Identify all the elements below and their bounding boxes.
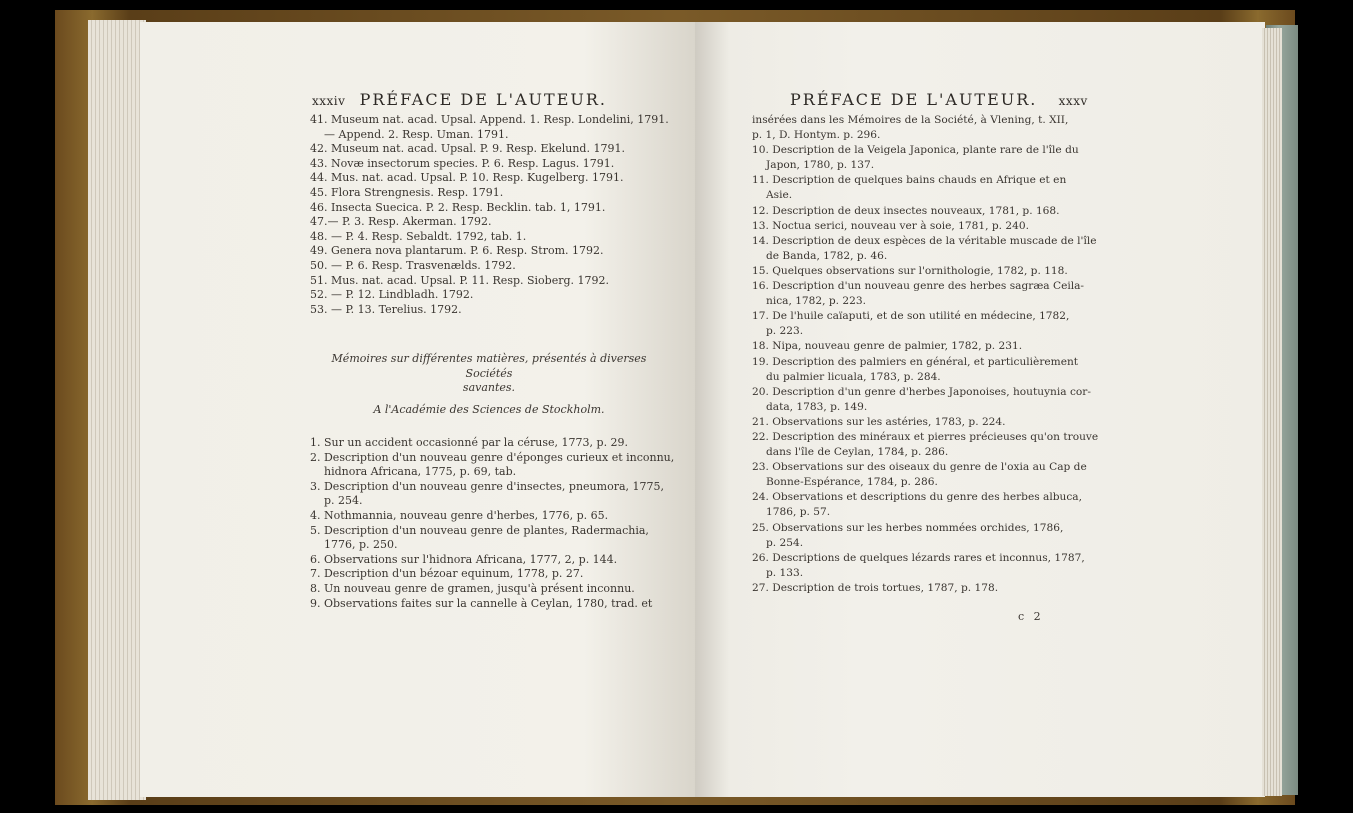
list-item: 52. — P. 12. Lindbladh. 1792. bbox=[310, 288, 474, 302]
right-page-header bbox=[790, 90, 1088, 109]
left-list-a bbox=[310, 113, 690, 317]
list-item: p. 133. bbox=[766, 566, 804, 579]
list-item: p. 254. bbox=[766, 536, 804, 549]
list-item: Asie. bbox=[766, 189, 793, 202]
list-item: 48. — P. 4. Resp. Sebaldt. 1792, tab. 1. bbox=[310, 229, 527, 243]
right-header-title: PRÉFACE DE L'AUTEUR. bbox=[790, 90, 1038, 109]
list-item: — Append. 2. Resp. Uman. 1791. bbox=[324, 127, 509, 141]
list-item: 7. Description d'un bézoar equinum, 1778, p. 27. bbox=[310, 567, 584, 581]
list-item: 53. — P. 13. Terelius. 1792. bbox=[310, 302, 462, 316]
list-item: Bonne-Espérance, 1784, p. 286. bbox=[766, 476, 938, 489]
list-item: p. 1, D. Hontym. p. 296. bbox=[752, 129, 881, 142]
list-item: 11. Description de quelques bains chauds en Afrique et en bbox=[752, 174, 1067, 187]
page-edges-right bbox=[1262, 28, 1282, 796]
list-item: 10. Description de la Veigela Japonica, plante rare de l'île du bbox=[752, 144, 1079, 157]
list-item: 17. De l'huile caïaputi, et de son utilité en médecine, 1782, bbox=[752, 310, 1070, 323]
right-list bbox=[752, 113, 1132, 596]
section-title-line: Mémoires sur différentes matières, présentés à diverses Sociétés bbox=[331, 352, 647, 380]
list-item: 19. Description des palmiers en général, et particulièrement bbox=[752, 355, 1079, 368]
left-page-header bbox=[312, 90, 607, 109]
list-item: 27. Description de trois tortues, 1787, p. 178. bbox=[752, 581, 999, 594]
list-item: 22. Description des minéraux et pierres précieuses qu'on trouve bbox=[752, 430, 1099, 443]
list-item: insérées dans les Mémoires de la Société, à Vlening, t. XII, bbox=[752, 114, 1069, 126]
list-item: 50. — P. 6. Resp. Trasvenælds. 1792. bbox=[310, 258, 516, 272]
list-item: 18. Nipa, nouveau genre de palmier, 1782, p. 231. bbox=[752, 340, 1023, 353]
left-list-b bbox=[310, 436, 690, 611]
list-item: data, 1783, p. 149. bbox=[766, 400, 868, 413]
left-header-title: PRÉFACE DE L'AUTEUR. bbox=[359, 90, 607, 109]
list-item: 1776, p. 250. bbox=[324, 538, 398, 552]
list-item: 2. Description d'un nouveau genre d'éponges curieux et inconnu, bbox=[310, 450, 675, 464]
list-item: 15. Quelques observations sur l'ornithologie, 1782, p. 118. bbox=[752, 264, 1068, 277]
list-item: 47.— P. 3. Resp. Akerman. 1792. bbox=[310, 215, 492, 229]
list-item: 4. Nothmannia, nouveau genre d'herbes, 1776, p. 65. bbox=[310, 508, 609, 522]
section-title bbox=[310, 352, 668, 396]
list-item: du palmier licuala, 1783, p. 284. bbox=[766, 370, 941, 383]
section-title-line: savantes. bbox=[462, 381, 516, 395]
list-item: 1786, p. 57. bbox=[766, 506, 831, 519]
page-edges-left bbox=[88, 20, 146, 800]
list-item: 45. Flora Strengnesis. Resp. 1791. bbox=[310, 185, 504, 199]
list-item: 51. Mus. nat. acad. Upsal. P. 11. Resp. Sioberg. 1792. bbox=[310, 273, 610, 287]
list-item: Japon, 1780, p. 137. bbox=[766, 159, 875, 172]
list-item: 25. Observations sur les herbes nommées orchides, 1786, bbox=[752, 521, 1064, 534]
list-item: hidnora Africana, 1775, p. 69, tab. bbox=[324, 465, 517, 479]
left-page-number: xxxiv bbox=[312, 94, 346, 108]
list-item: 43. Novæ insectorum species. P. 6. Resp. Lagus. 1791. bbox=[310, 156, 615, 170]
list-item: 6. Observations sur l'hidnora Africana, 1777, 2, p. 144. bbox=[310, 552, 618, 566]
list-item: p. 254. bbox=[324, 494, 363, 508]
list-item: 21. Observations sur les astéries, 1783, p. 224. bbox=[752, 415, 1006, 428]
signature-mark: c 2 bbox=[1018, 610, 1044, 623]
list-item: 14. Description de deux espèces de la véritable muscade de l'île bbox=[752, 234, 1097, 247]
list-item: nica, 1782, p. 223. bbox=[766, 295, 866, 308]
list-item: 49. Genera nova plantarum. P. 6. Resp. Strom. 1792. bbox=[310, 244, 604, 258]
list-item: 3. Description d'un nouveau genre d'insectes, pneumora, 1775, bbox=[310, 479, 664, 493]
section-subtitle: A l'Académie des Sciences de Stockholm. bbox=[373, 403, 605, 416]
list-item: 9. Observations faites sur la cannelle à Ceylan, 1780, trad. et bbox=[310, 596, 653, 610]
list-item: 24. Observations et descriptions du genre des herbes albuca, bbox=[752, 491, 1082, 504]
list-item: 12. Description de deux insectes nouveaux, 1781, p. 168. bbox=[752, 204, 1060, 217]
list-item: 44. Mus. nat. acad. Upsal. P. 10. Resp. Kugelberg. 1791. bbox=[310, 171, 624, 185]
list-item: 41. Museum nat. acad. Upsal. Append. 1. Resp. Londelini, 1791. bbox=[310, 113, 669, 126]
right-page-number: xxxv bbox=[1058, 94, 1088, 108]
list-item: p. 223. bbox=[766, 325, 804, 338]
list-item: 8. Un nouveau genre de gramen, jusqu'à présent inconnu. bbox=[310, 581, 635, 595]
list-item: 26. Descriptions de quelques lézards rares et inconnus, 1787, bbox=[752, 551, 1085, 564]
list-item: 20. Description d'un genre d'herbes Japonoises, houtuynia cor- bbox=[752, 385, 1091, 398]
list-item: 46. Insecta Suecica. P. 2. Resp. Becklin. tab. 1, 1791. bbox=[310, 200, 606, 214]
list-item: 5. Description d'un nouveau genre de plantes, Radermachia, bbox=[310, 523, 649, 537]
list-item: 42. Museum nat. acad. Upsal. P. 9. Resp. Ekelund. 1791. bbox=[310, 142, 625, 156]
list-item: 1. Sur un accident occasionné par la céruse, 1773, p. 29. bbox=[310, 436, 629, 449]
list-item: 16. Description d'un nouveau genre des herbes sagræa Ceila- bbox=[752, 280, 1085, 293]
list-item: 23. Observations sur des oiseaux du genre de l'oxia au Cap de bbox=[752, 461, 1087, 474]
list-item: de Banda, 1782, p. 46. bbox=[766, 249, 888, 262]
list-item: dans l'île de Ceylan, 1784, p. 286. bbox=[766, 446, 949, 459]
list-item: 13. Noctua serici, nouveau ver à soie, 1781, p. 240. bbox=[752, 219, 1029, 232]
